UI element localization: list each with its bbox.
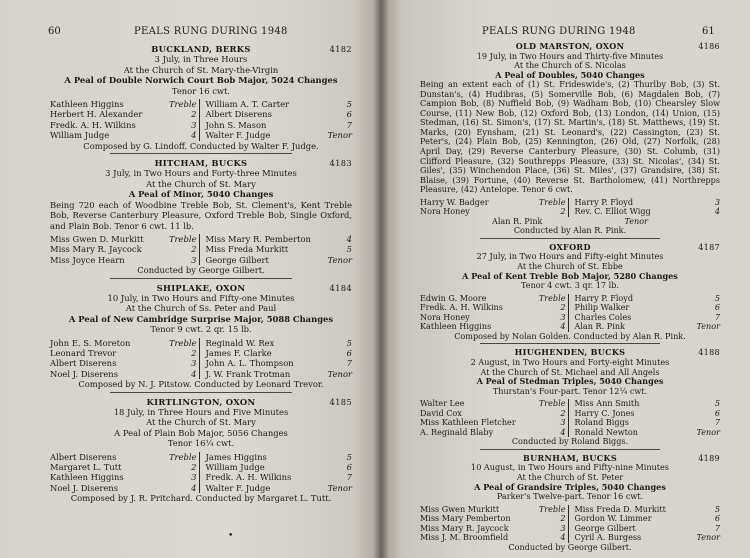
ringers-right-column (200, 452, 353, 494)
ringer-name: Noel J. Diserens (50, 368, 118, 379)
bell-number: 6 (714, 513, 720, 524)
bell-number: 2 (560, 513, 566, 524)
ringers-right-column (200, 338, 353, 380)
peal-number: 4186 (698, 41, 720, 51)
peal-title (420, 42, 720, 52)
ringer-name: Miss Gwen Murkitt (420, 503, 500, 514)
peal-number: 4182 (329, 44, 352, 54)
ringers-table (50, 99, 352, 141)
ringer-name: Miss Joyce Hearn (50, 254, 125, 265)
peal-detail-line: 2 August, in Two Hours and Forty-eight Minutes (470, 356, 670, 367)
ringer-name: Kathleen Higgins (50, 99, 124, 110)
ringer-name: John E. S. Moreton (50, 337, 131, 348)
peal-detail-line: A Peal of Stedman Triples, 5040 Changes (476, 376, 664, 387)
peal-number: 4184 (329, 282, 352, 293)
peal-number: 4187 (698, 241, 720, 252)
ringers-table (420, 505, 720, 543)
ringer-name: George Gilbert (574, 522, 636, 533)
bell-number: 4 (191, 482, 197, 493)
ringer-name: Alan R. Pink (574, 321, 625, 332)
ringer-name: Miss Mary R. Pemberton (205, 233, 311, 244)
peal-place: HITCHAM, BUCKS (154, 158, 248, 169)
bell-number: 7 (714, 522, 720, 533)
ringer-name: James Higgins (205, 451, 267, 462)
ringer-row (50, 369, 197, 379)
page-number: 60 (48, 26, 61, 37)
ringer-name: Albert Diserens (50, 451, 117, 462)
ringer-name: Fredk. A. H. Wilkins (420, 302, 503, 313)
ringer-name: Albert Diserens (205, 109, 272, 120)
ringer-name: Edwin G. Moore (420, 292, 487, 303)
ringer-row (206, 348, 353, 358)
ringer-name: Margaret L. Tutt (50, 462, 122, 473)
ringer-name: Miss Ann Smith (574, 398, 640, 409)
peal-footer: Composed by J. R. Pritchard. Conducted by Margaret L. Tutt. (70, 493, 332, 504)
ringers-left-column (50, 338, 200, 380)
ringer-row (206, 338, 353, 348)
bell-number: 5 (346, 451, 352, 462)
peal-place: OXFORD (549, 241, 591, 252)
peal-place: SHIPLAKE, OXON (156, 282, 246, 293)
ringer-row (50, 348, 197, 358)
bell-number: 4 (560, 321, 566, 332)
section-divider (480, 343, 660, 344)
ringer-row (206, 244, 353, 254)
ringer-name: Leonard Trevor (50, 347, 117, 358)
bottom-mark: • (228, 531, 234, 541)
bell-number: 2 (560, 407, 566, 418)
ringer-name: John A. L. Thompson (205, 358, 294, 369)
ringer-name: J. W. Frank Trotman (205, 368, 291, 379)
bell-number: Treble (168, 337, 197, 348)
bell-number: 5 (346, 244, 352, 255)
peal-number: 4185 (329, 396, 352, 407)
ringer-name: Albert Diserens (50, 358, 117, 369)
peal-detail-line: 19 July, in Two Hours and Thirty-five Minutes (476, 50, 664, 61)
ringer-name: Miss Mary R. Jaycock (420, 522, 509, 533)
ringer-name: Harry P. Floyd (574, 196, 634, 207)
ringers-right-column (200, 234, 353, 265)
ringer-row (50, 452, 197, 462)
ringer-name: Gordon W. Limmer (574, 513, 652, 524)
peal-detail-line: A Peal of Doubles, 5040 Changes (495, 69, 645, 80)
bell-number: 2 (191, 109, 197, 120)
book-gutter (373, 0, 389, 558)
peal-place: BURNHAM, BUCKS (523, 452, 617, 463)
ringer-name: Harry C. Jones (574, 407, 635, 418)
bell-number: 5 (346, 99, 352, 110)
bell-number: Tenor (327, 254, 352, 265)
bell-number: Tenor (696, 532, 720, 543)
bell-number: 6 (346, 347, 352, 358)
bell-number: 7 (346, 472, 352, 483)
ringer-row (50, 244, 197, 254)
ringers-left-column (50, 234, 200, 265)
ringer-name: Walter Lee (420, 398, 465, 409)
ringer-row (206, 120, 353, 130)
ringer-row (206, 483, 353, 493)
bell-number: Treble (538, 292, 566, 303)
peal-detail-line: A Peal of Double Norwich Court Bob Major, 5024 Changes (64, 75, 338, 86)
bell-number: 5 (714, 292, 720, 303)
ringer-name: George Gilbert (205, 254, 269, 265)
ringer-row (50, 472, 197, 482)
peal-detail-line: Thurstan's Four-part. Tenor 12¼ cwt. (492, 385, 648, 396)
section-divider (110, 153, 291, 154)
bell-number: Treble (168, 451, 197, 462)
bell-number: 4 (714, 206, 720, 217)
bell-number: 2 (191, 244, 197, 255)
ringer-row (206, 462, 353, 472)
ringers-right-column (569, 198, 721, 217)
bell-number: 2 (560, 206, 566, 217)
peal-detail-line: 3 July, in Two Hours and Forty-three Minutes (105, 168, 297, 179)
ringers-right-column (569, 505, 721, 543)
peal-detail-line: Being an extent each of (1) St. Frideswide's, (2) Thurlby Bob, (3) St. Dunstan's, (4) Hudibras, (5) Somerville Bob, (6) Magdalen Bob, (7) Campion Bob, (8) Nuffield Bob, (9) Wadham Bob, (10) Chearsley Slow Course, (11) New Bob, (12) Oxford Bob, (13) London, (14) Union, (15) Stedman, (16) St. Simon's, (17) St. Martin's, (18) St. Matthews, (19) St. Marks, (20) Eynsham, (21) St. Leonard's, (22) Cassington, (23) St. Peter's, (24) Plain Bob, (25) Kennington, (26) Old, (27) Norfolk, (28) April Day, (29) Reverse Canterbury Pleasure, (30) St. Columb, (31) Clifford Pleasure, (32) Southrepps Pleasure, (33) St. Nicolas', (34) St. Giles', (35) Winchendon Place, (36) St. Miles', (37) Grandsire, (38) St. Blaise, (39) Fortune, (40) Reverse St. Bartholomew, (41) Northrepps Pleasure, (42) Antelope. Tenor 6 cwt. (420, 79, 720, 195)
section-divider (110, 392, 291, 393)
bell-number: 5 (346, 337, 352, 348)
ringer-row (206, 99, 353, 109)
ringer-name: Reginald W. Rex (205, 337, 275, 348)
bell-number: 3 (714, 196, 720, 207)
peal-detail-line: 10 August, in Two Hours and Fifty-nine Minutes (471, 462, 669, 473)
peal-detail-line: At the Church of St. Mary-the-Virgin (123, 64, 279, 75)
bell-number: Treble (168, 99, 197, 110)
ringer-name: A. Reginald Blaby (420, 426, 494, 437)
section-divider (480, 238, 660, 239)
peal-place: KIRTLINGTON, OXON (146, 396, 256, 407)
peal-detail-line: Tenor 16 cwt. (171, 85, 231, 96)
peal-footer: Composed by N. J. Pitstow. Conducted by Leonard Trevor. (78, 379, 324, 390)
ringer-name: Herbert H. Alexander (50, 109, 143, 120)
ringer-name: Philip Walker (574, 302, 630, 313)
bell-number: 3 (191, 254, 197, 265)
ringer-name: Miss Freda D. Murkitt (574, 503, 666, 514)
ringer-row (206, 452, 353, 462)
ringer-row (206, 358, 353, 368)
bell-number: 3 (191, 358, 197, 369)
ringer-row (50, 483, 197, 493)
peal-detail-line: Being 720 each of Woodbine Treble Bob, St. Clement's, Kent Treble Bob, Reverse Canterbury Pleasure, Oxford Treble Bob, Single Oxford, and Plain Bob. Tenor 6 cwt. 11 lb. (50, 199, 352, 231)
peal-record (420, 42, 720, 239)
right-peals-column (420, 42, 720, 556)
ringers-right-column (569, 294, 721, 332)
peal-title (420, 243, 720, 253)
bell-number: 7 (346, 358, 352, 369)
section-divider (480, 449, 660, 450)
bell-number: 3 (191, 119, 197, 130)
peal-detail-line: At the Church of St. Michael and All Angels (480, 366, 660, 377)
peal-title (50, 158, 352, 168)
ringer-name: Miss Mary R. Jaycock (50, 244, 142, 255)
peal-detail-line: 10 July, in Two Hours and Fifty-one Minutes (107, 292, 295, 303)
ringers-table (420, 294, 720, 332)
ringers-table (50, 234, 352, 265)
section-divider (110, 278, 291, 279)
ringer-row (206, 109, 353, 119)
ringer-name: Cyril A. Burgess (574, 532, 642, 543)
bell-number: 5 (714, 503, 720, 514)
bell-number: Tenor (696, 426, 720, 437)
running-head: PEALS RUNG DURING 1948 (134, 26, 288, 37)
peal-detail-line: At the Church of St. Peter (516, 471, 624, 482)
bell-number: 5 (714, 398, 720, 409)
ringer-row (206, 369, 353, 379)
bell-number: 3 (560, 311, 566, 322)
ringers-left-column (420, 505, 569, 543)
page-number: 61 (702, 26, 715, 37)
running-head: PEALS RUNG DURING 1948 (482, 26, 636, 37)
ringer-name: Nora Honey (420, 206, 470, 217)
ringer-name: Miss Mary Pemberton (420, 513, 511, 524)
bell-number: 3 (191, 472, 197, 483)
ringers-left-column (50, 452, 200, 494)
ringer-row (206, 255, 353, 265)
peal-detail-line: 27 July, in Two Hours and Fifty-eight Minutes (476, 251, 664, 262)
peal-place: HIUGHENDEN, BUCKS (514, 347, 626, 358)
ringers-table (420, 198, 720, 217)
peal-place: OLD MARSTON, OXON (515, 41, 625, 51)
ringer-row (50, 109, 197, 119)
peal-title (50, 283, 352, 293)
peal-title (420, 348, 720, 358)
ringer-row (50, 338, 197, 348)
peal-detail-line: A Peal of Kent Treble Bob Major, 5280 Changes (462, 270, 678, 281)
peal-detail-line: A Peal of Plain Bob Major, 5056 Changes (114, 427, 288, 438)
ringer-name: Fredk. A. H. Wilkins (50, 119, 136, 130)
peal-detail-line: Tenor 4 cwt. 3 qr. 17 lb. (521, 280, 619, 291)
peal-detail-line: At the Church of St. Mary (146, 178, 256, 189)
ringer-name: Miss Gwen D. Murkitt (50, 233, 144, 244)
bell-number: 4 (560, 426, 566, 437)
bell-number: 4 (191, 368, 197, 379)
bell-number: 6 (714, 407, 720, 418)
peal-number: 4188 (698, 347, 720, 358)
peal-detail-line: A Peal of Grandsire Triples, 5040 Changes (474, 481, 666, 492)
peal-footer: Conducted by George Gilbert. (137, 265, 265, 276)
bell-number: Tenor (327, 482, 352, 493)
ringers-left-column (420, 294, 569, 332)
ringer-name: Miss Kathleen Fletcher (420, 417, 516, 428)
peal-detail-line: A Peal of New Cambridge Surprise Major, 5088 Changes (68, 313, 334, 324)
ringer-name: John S. Mason (205, 119, 267, 130)
ringers-left-column (420, 399, 569, 437)
bell-number: 3 (560, 522, 566, 533)
ringer-name: Alan R. Pink (492, 215, 543, 226)
ringer-name: Miss Freda Murkitt (205, 244, 289, 255)
ringer-row (50, 234, 197, 244)
left-peals-column (50, 44, 352, 508)
ringer-row (50, 120, 197, 130)
ringer-name: Harry P. Floyd (574, 292, 634, 303)
right-page (380, 0, 750, 558)
ringers-table (50, 452, 352, 494)
bell-number: 3 (560, 417, 566, 428)
bell-number: 2 (560, 302, 566, 313)
bell-number: Tenor (696, 321, 720, 332)
bell-number: Tenor (624, 215, 648, 226)
peal-title (50, 397, 352, 407)
peal-detail-line: Tenor 9 cwt. 2 qr. 15 lb. (150, 324, 252, 335)
peal-record (50, 44, 352, 154)
ringer-name: William Judge (50, 130, 110, 141)
peal-place: BUCKLAND, BERKS (151, 44, 251, 54)
ringer-row (50, 255, 197, 265)
peal-footer: Composed by Nolan Golden. Conducted by Alan R. Pink. (454, 330, 686, 341)
bell-number: 7 (714, 311, 720, 322)
ringer-name: Walter F. Judge (205, 130, 271, 141)
ringer-row (206, 234, 353, 244)
bell-number: 4 (560, 532, 566, 543)
ringer-name: William Judge (205, 462, 265, 473)
bell-number: 2 (191, 462, 197, 473)
peal-number: 4189 (698, 452, 720, 463)
ringer-name: Miss J. M. Broomfield (420, 532, 509, 543)
ringer-name: Roland Biggs (574, 417, 629, 428)
ringer-name: Harry W. Badger (420, 196, 489, 207)
peal-record (420, 243, 720, 344)
ringer-row (50, 130, 197, 140)
peal-detail-line: Parker's Twelve-part. Tenor 16 cwt. (496, 491, 644, 502)
ringers-left-column (50, 99, 200, 141)
bell-number: Tenor (327, 368, 352, 379)
peal-detail-line: A Peal of Minor, 5040 Changes (128, 189, 274, 200)
peal-record (50, 158, 352, 278)
bell-number: 6 (346, 109, 352, 120)
bell-number: Treble (538, 503, 566, 514)
peal-footer: Composed by G. Lindoff. Conducted by Walter F. Judge. (83, 140, 319, 151)
bell-number: 4 (346, 233, 352, 244)
ringer-name: William A. T. Carter (205, 99, 290, 110)
ringer-name: Kathleen Higgins (420, 321, 492, 332)
peal-footer: Conducted by Roland Biggs. (511, 436, 629, 447)
bell-number: 6 (714, 302, 720, 313)
ringer-name: Nora Honey (420, 311, 470, 322)
peal-detail-line: Tenor 16¼ cwt. (167, 438, 235, 449)
ringer-row (50, 358, 197, 368)
bell-number: Treble (538, 398, 566, 409)
ringer-name: Rev. C. Elliot Wigg (574, 206, 651, 217)
bell-number: 2 (191, 347, 197, 358)
peal-number: 4183 (329, 158, 352, 169)
peal-title (420, 454, 720, 464)
peal-record (50, 397, 352, 504)
ringer-name: Charles Coles (574, 311, 632, 322)
bell-number: 6 (346, 462, 352, 473)
peal-record (420, 348, 720, 449)
ringers-left-column (420, 198, 569, 217)
ringer-row (206, 130, 353, 140)
peal-detail-line: At the Church of S. Nicolas (514, 60, 626, 71)
bell-number: Treble (538, 196, 566, 207)
peal-footer: Conducted by George Gilbert. (508, 541, 632, 552)
ringers-right-column (200, 99, 353, 141)
ringer-row (50, 462, 197, 472)
ringer-name: Noel J. Diserens (50, 482, 118, 493)
bell-number: Tenor (327, 130, 352, 141)
bell-number: 7 (714, 417, 720, 428)
ringer-name: Walter F. Judge (205, 482, 271, 493)
ringer-name: Fredk. A. H. Wilkins (205, 472, 292, 483)
ringers-table (50, 338, 352, 380)
bell-number: 7 (346, 119, 352, 130)
peal-detail-line: 3 July, in Three Hours (154, 54, 248, 65)
bell-number: 4 (191, 130, 197, 141)
peal-title (50, 44, 352, 54)
ringer-name: Ronald Newton (574, 426, 638, 437)
ringer-row (50, 99, 197, 109)
peal-detail-line: At the Church of Ss. Peter and Paul (125, 303, 277, 314)
peal-record (420, 454, 720, 552)
ringer-name: James F. Clarke (205, 347, 272, 358)
ringers-table (420, 399, 720, 437)
ringers-right-column (569, 399, 721, 437)
bell-number: Treble (168, 233, 197, 244)
peal-detail-line: 18 July, in Three Hours and Five Minutes (113, 407, 289, 417)
peal-record (50, 283, 352, 393)
ringer-name: Kathleen Higgins (50, 472, 124, 483)
ringer-row (206, 472, 353, 482)
peal-footer: Conducted by Alan R. Pink. (513, 225, 627, 236)
ringer-name: David Cox (420, 407, 462, 418)
peal-detail-line: At the Church of St. Mary (146, 417, 256, 428)
peal-detail-line: At the Church of St. Ebbe (517, 261, 623, 272)
